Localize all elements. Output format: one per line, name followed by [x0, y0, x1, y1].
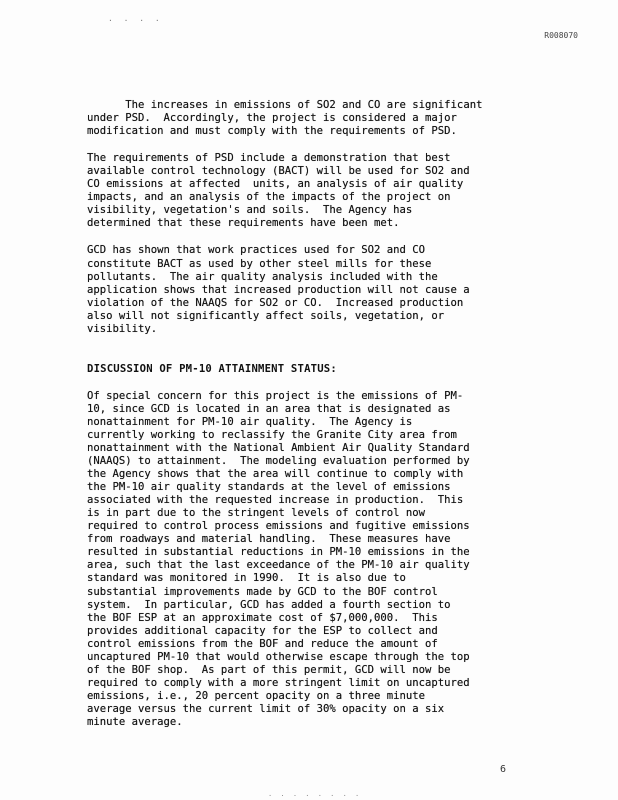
text-line: nonattainment with the National Ambient Air Quality Standard	[87, 441, 470, 454]
text-line: associated with the requested increase in production. This	[87, 494, 464, 507]
scan-marks: . . . .	[108, 14, 163, 23]
text-line: required to comply with a more stringent limit on uncaptured	[87, 676, 470, 689]
text-line: GCD has shown that work practices used for SO2 and CO	[87, 244, 426, 257]
text-line: provides additional capacity for the ESP to collect and	[87, 624, 438, 637]
text-line: average versus the current limit of 30% opacity on a six	[87, 702, 445, 715]
text-line: emissions, i.e., 20 percent opacity on a three minute	[87, 689, 426, 702]
text-line: uncaptured PM-10 that would otherwise escape through the top	[87, 650, 470, 663]
text-line: 10, since GCD is located in an area that is designated as	[87, 402, 451, 415]
text-line: control emissions from the BOF and reduce the amount of	[87, 637, 438, 650]
text-line: under PSD. Accordingly, the project is considered a major	[87, 112, 457, 125]
text-line: available control technology (BACT) will be used for SO2 and	[87, 165, 470, 178]
page-id: R008070	[544, 31, 578, 40]
text-line: application shows that increased production will not cause a	[87, 283, 470, 296]
text-line: Of special concern for this project is the emissions of PM-	[87, 389, 464, 402]
text-line: modification and must comply with the requirements of PSD.	[87, 125, 457, 138]
text-line: The increases in emissions of SO2 and CO are significant	[125, 99, 483, 112]
text-line: from roadways and material handling. These measures have	[87, 533, 451, 546]
text-line: impacts, and an analysis of the impacts of the project on	[87, 191, 451, 204]
text-line: the Agency shows that the area will continue to comply with	[87, 468, 464, 481]
text-line: nonattainment for PM-10 air quality. The Agency is	[87, 415, 413, 428]
text-line: the BOF ESP at an approximate cost of $7,000,000. This	[87, 611, 438, 624]
text-line: constitute BACT as used by other steel mills for these	[87, 257, 432, 270]
paragraph-pm10-discussion	[87, 390, 527, 729]
paragraph-psd-requirements	[87, 152, 527, 230]
text-line: system. In particular, GCD has added a fourth section to	[87, 598, 451, 611]
text-line: (NAAQS) to attainment. The modeling evaluation performed by	[87, 455, 470, 468]
text-line: CO emissions at affected units, an analysis of air quality	[87, 178, 464, 191]
section-heading: DISCUSSION OF PM-10 ATTAINMENT STATUS:	[87, 362, 337, 375]
text-line: visibility.	[87, 322, 158, 335]
text-line: substantial improvements made by GCD to the BOF control	[87, 585, 438, 598]
text-line: area, such that the last exceedance of the PM-10 air quality	[87, 559, 470, 572]
text-line: of the BOF shop. As part of this permit, GCD will now be	[87, 663, 451, 676]
text-line: required to control process emissions and fugitive emissions	[87, 520, 470, 533]
text-line: resulted in substantial reductions in PM-10 emissions in the	[87, 546, 470, 559]
text-line: determined that these requirements have been met.	[87, 217, 400, 230]
text-line: violation of the NAAQS for SO2 or CO. Increased production	[87, 296, 464, 309]
paragraph-psd-significance	[87, 86, 527, 138]
text-line: also will not significantly affect soils, vegetation, or	[87, 309, 445, 322]
paragraph-bact	[87, 244, 527, 335]
text-line: standard was monitored in 1990. It is also due to	[87, 572, 406, 585]
page-number: 6	[500, 764, 507, 775]
scan-marks-bottom: . . . . . . . .	[268, 790, 362, 798]
text-line: minute average.	[87, 715, 183, 728]
text-line: pollutants. The air quality analysis included with the	[87, 270, 438, 283]
text-line: currently working to reclassify the Granite City area from	[87, 428, 457, 441]
text-line: The requirements of PSD include a demonstration that best	[87, 152, 451, 165]
document-body	[87, 86, 527, 729]
text-line: is in part due to the stringent levels of control now	[87, 507, 426, 520]
text-line: visibility, vegetation's and soils. The Agency has	[87, 204, 413, 217]
text-line: the PM-10 air quality standards at the level of emissions	[87, 481, 451, 494]
